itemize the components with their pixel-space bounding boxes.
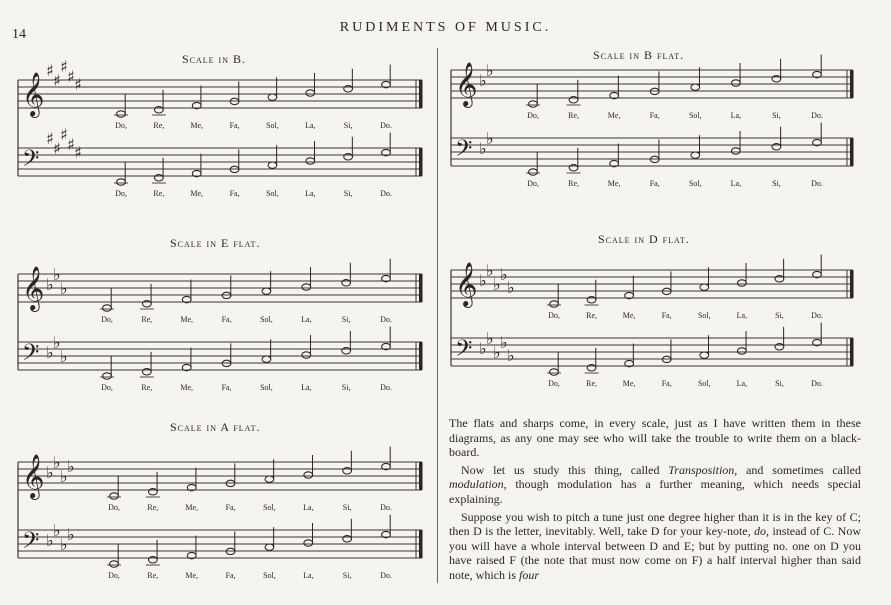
flat-sign-icon: ♭ (46, 343, 54, 362)
scale-title: Scale in D flat. (598, 232, 690, 246)
solfege-label: Si, (775, 379, 784, 388)
flat-sign-icon: ♭ (60, 279, 68, 298)
note-head (737, 348, 746, 354)
sharp-sign-icon: ♯ (53, 71, 61, 90)
treble-clef-icon: 𝄞 (455, 62, 478, 106)
scale-title: Scale in B flat. (593, 48, 685, 62)
solfege-label: Re, (586, 379, 598, 388)
note-head (265, 476, 274, 482)
flat-sign-icon: ♭ (507, 278, 515, 297)
solfege-label: Re, (147, 503, 159, 512)
solfege-label: Do, (527, 179, 539, 188)
flat-sign-icon: ♭ (479, 139, 487, 158)
solfege-label: Re, (568, 111, 580, 120)
solfege-label: Si, (772, 111, 781, 120)
scale-title: Scale in A flat. (170, 420, 261, 434)
solfege-label: Do, (101, 315, 113, 324)
solfege-label: Do, (527, 111, 539, 120)
sharp-sign-icon: ♯ (74, 143, 82, 162)
sharp-sign-icon: ♯ (46, 61, 54, 80)
bass-staff (451, 123, 854, 188)
flat-sign-icon: ♭ (60, 347, 68, 366)
note-head (304, 472, 313, 478)
flat-sign-icon: ♭ (53, 265, 61, 284)
bass-staff (18, 327, 423, 392)
flat-sign-icon: ♭ (46, 531, 54, 550)
solfege-label: Do, (115, 121, 127, 130)
solfege-label: Do, (548, 379, 560, 388)
treble-clef-icon: 𝄞 (455, 262, 478, 306)
solfege-label: La, (301, 315, 312, 324)
solfege-label: Re, (568, 179, 580, 188)
flat-sign-icon: ♭ (60, 467, 68, 486)
solfege-label: Sol, (697, 311, 711, 320)
solfege-label: Sol, (266, 121, 279, 130)
solfege-label: Si, (775, 311, 784, 320)
note-head (691, 84, 700, 90)
solfege-label: Sol, (688, 179, 702, 188)
solfege-label: La, (303, 571, 314, 580)
solfege-label: Fa, (661, 379, 672, 388)
note-head (265, 544, 274, 550)
solfege-label: Do, (548, 311, 560, 320)
solfege-label: La, (305, 121, 316, 130)
flat-sign-icon: ♭ (479, 339, 487, 358)
solfege-label: Me, (607, 111, 621, 120)
solfege-label: Si, (341, 383, 351, 392)
note-head (304, 540, 313, 546)
flat-sign-icon: ♭ (53, 521, 61, 540)
bass-clef-icon: 𝄢 (22, 146, 40, 177)
note-head (103, 305, 112, 311)
scale-title: Scale in E flat. (170, 236, 261, 250)
treble-clef-icon: 𝄞 (22, 266, 45, 310)
note-head (731, 80, 740, 86)
note-head (550, 301, 559, 307)
treble-staff (18, 447, 423, 512)
scale-title: Scale in B. (182, 52, 247, 66)
solfege-label: Do. (380, 189, 392, 198)
note-head (691, 152, 700, 158)
solfege-label: Do, (115, 189, 127, 198)
flat-sign-icon: ♭ (486, 129, 494, 148)
grand-staff (447, 62, 857, 202)
note-head (262, 288, 271, 294)
sharp-sign-icon: ♯ (46, 129, 54, 148)
bass-staff (451, 323, 854, 388)
flat-sign-icon: ♭ (486, 329, 494, 348)
solfege-label: Do. (380, 121, 392, 130)
solfege-label: Sol, (263, 503, 276, 512)
note-head (103, 373, 112, 379)
solfege-label: Do. (811, 179, 823, 188)
note-head (700, 352, 709, 358)
note-head (700, 284, 709, 290)
grand-staff (14, 454, 426, 594)
solfege-label: Me, (185, 503, 199, 512)
note-head (117, 111, 126, 117)
note-head (302, 352, 311, 358)
note-head (268, 162, 277, 168)
solfege-label: Do. (380, 315, 392, 324)
solfege-label: Do. (380, 571, 392, 580)
note-head (731, 148, 740, 154)
solfege-label: Do. (811, 111, 823, 120)
flat-sign-icon: ♭ (46, 275, 54, 294)
bass-clef-icon: 𝄢 (22, 528, 40, 559)
solfege-label: Fa, (649, 111, 660, 120)
sharp-sign-icon: ♯ (67, 135, 75, 154)
solfege-label: Me, (180, 315, 194, 324)
bass-clef-icon: 𝄢 (455, 136, 473, 167)
solfege-label: Do, (108, 571, 120, 580)
solfege-label: Me, (607, 179, 621, 188)
solfege-label: Fa, (661, 311, 672, 320)
note-head (110, 493, 119, 499)
solfege-label: Do, (101, 383, 113, 392)
flat-sign-icon: ♭ (500, 265, 508, 284)
bass-staff (18, 125, 423, 198)
solfege-label: Me, (190, 189, 204, 198)
note-head (529, 169, 538, 175)
flat-sign-icon: ♭ (500, 333, 508, 352)
solfege-label: Re, (586, 311, 598, 320)
note-head (262, 356, 271, 362)
solfege-label: Sol, (697, 379, 711, 388)
bass-clef-icon: 𝄢 (22, 340, 40, 371)
bass-staff (18, 515, 423, 580)
bass-clef-icon: 𝄢 (455, 336, 473, 367)
flat-sign-icon: ♭ (479, 271, 487, 290)
note-head (737, 280, 746, 286)
solfege-label: Re, (141, 315, 153, 324)
solfege-label: Sol, (266, 189, 279, 198)
solfege-label: La, (730, 179, 742, 188)
flat-sign-icon: ♭ (507, 346, 515, 365)
solfege-label: Me, (622, 311, 636, 320)
treble-staff (18, 259, 423, 324)
solfege-label: Me, (180, 383, 194, 392)
prose-paragraph-1: The flats and sharps come, in every scale, just as I have written them in these diagrams, as any one may see who will take the trouble to write them on a black-board. (449, 416, 861, 460)
prose-paragraph-3: Suppose you wish to pitch a tune just one degree higher than it is in the key of C; then D is the letter, inevitably. Well, take D for your key-note, do, instead of C. Now you will have a whole interval between D and E; but by putting no. one on D you have raised F (the note that must now come on F) a half interval higher than said note, which is four (449, 509, 862, 582)
solfege-label: Si, (342, 571, 352, 580)
solfege-label: Si, (341, 315, 351, 324)
flat-sign-icon: ♭ (53, 453, 61, 472)
solfege-label: Fa, (649, 179, 660, 188)
solfege-label: Re, (153, 189, 165, 198)
solfege-label: Do, (108, 503, 120, 512)
grand-staff (14, 266, 426, 406)
flat-sign-icon: ♭ (67, 525, 75, 544)
flat-sign-icon: ♭ (486, 61, 494, 80)
solfege-label: Sol, (260, 383, 273, 392)
solfege-label: La, (303, 503, 314, 512)
note-head (529, 101, 538, 107)
note-head (268, 94, 277, 100)
running-head: RUDIMENTS OF MUSIC. (339, 20, 552, 35)
column-divider (437, 48, 438, 583)
note-head (110, 561, 119, 567)
solfege-label: La, (730, 111, 742, 120)
solfege-label: Me, (185, 571, 199, 580)
treble-clef-icon: 𝄞 (22, 454, 45, 498)
note-head (302, 284, 311, 290)
treble-staff (451, 55, 854, 120)
solfege-label: Si, (772, 179, 781, 188)
flat-sign-icon: ♭ (67, 457, 75, 476)
solfege-label: Do. (811, 379, 823, 388)
flat-sign-icon: ♭ (53, 333, 61, 352)
flat-sign-icon: ♭ (479, 71, 487, 90)
flat-sign-icon: ♭ (486, 261, 494, 280)
solfege-label: Do. (380, 503, 392, 512)
solfege-label: La, (301, 383, 312, 392)
note-head (306, 90, 315, 96)
solfege-label: Sol, (260, 315, 273, 324)
note-head (117, 179, 126, 185)
solfege-label: Fa, (225, 571, 236, 580)
solfege-label: Fa, (221, 315, 232, 324)
treble-staff (451, 255, 854, 320)
solfege-label: Re, (141, 383, 153, 392)
solfege-label: Sol, (688, 111, 702, 120)
note-head (306, 158, 315, 164)
flat-sign-icon: ♭ (60, 535, 68, 554)
solfege-label: Me, (190, 121, 204, 130)
solfege-label: Si, (343, 121, 353, 130)
solfege-label: Do. (811, 311, 823, 320)
solfege-label: Fa, (221, 383, 232, 392)
flat-sign-icon: ♭ (46, 463, 54, 482)
grand-staff (447, 262, 857, 402)
solfege-label: Fa, (225, 503, 236, 512)
sharp-sign-icon: ♯ (60, 125, 68, 144)
solfege-label: La, (736, 379, 748, 388)
solfege-label: Si, (343, 189, 353, 198)
sharp-sign-icon: ♯ (60, 57, 68, 76)
sharp-sign-icon: ♯ (53, 139, 61, 158)
solfege-label: Re, (147, 571, 159, 580)
treble-staff (18, 57, 423, 130)
solfege-label: La, (736, 311, 748, 320)
solfege-label: Sol, (263, 571, 276, 580)
solfege-label: Re, (153, 121, 165, 130)
note-head (550, 369, 559, 375)
solfege-label: Do. (380, 383, 392, 392)
solfege-label: Fa, (229, 121, 240, 130)
solfege-label: Fa, (229, 189, 240, 198)
prose-paragraph-2: Now let us study this thing, called Transposition, and sometimes called modulation, though modulation has a further meaning, which needs special explaining. (449, 462, 861, 506)
solfege-label: Me, (622, 379, 636, 388)
flat-sign-icon: ♭ (493, 343, 501, 362)
sharp-sign-icon: ♯ (74, 75, 82, 94)
solfege-label: La, (305, 189, 316, 198)
page-number: 14 (12, 27, 26, 42)
treble-clef-icon: 𝄞 (22, 72, 45, 116)
prose-text (449, 416, 861, 586)
flat-sign-icon: ♭ (493, 275, 501, 294)
sharp-sign-icon: ♯ (67, 67, 75, 86)
solfege-label: Si, (342, 503, 352, 512)
